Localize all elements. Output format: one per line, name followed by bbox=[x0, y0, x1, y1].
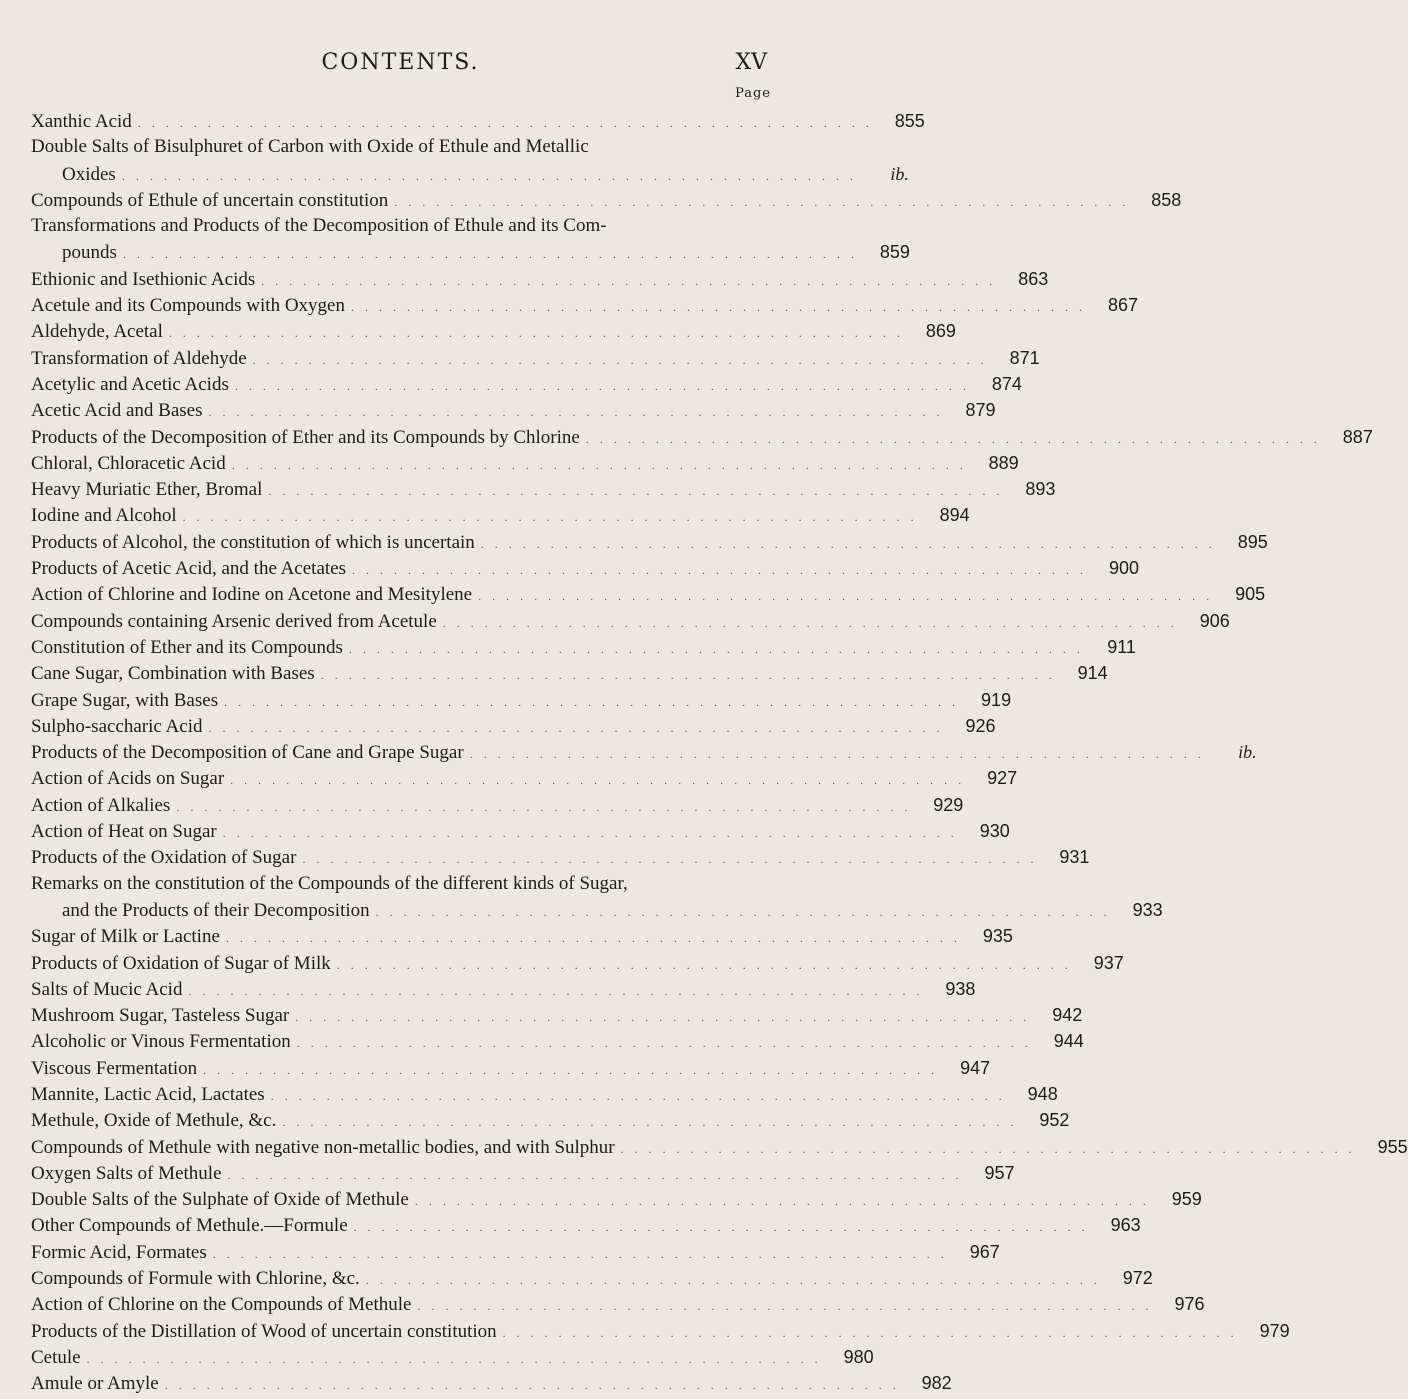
contents-entry bbox=[0, 345, 1040, 371]
entry-title: Cane Sugar, Combination with Bases bbox=[31, 663, 315, 685]
contents-entry bbox=[0, 1239, 1000, 1265]
entry-title: Products of the Distillation of Wood of uncertain constitution bbox=[31, 1320, 497, 1342]
contents-entry bbox=[0, 108, 925, 134]
dot-leader: . . . . . . . . . . . . . . . . . . . . . . . . . . . . . . . . . . . . . . . . . . . . . . . . . . . . . bbox=[261, 273, 997, 288]
entry-page-number: 926 bbox=[965, 715, 996, 736]
entry-title: and the Products of their Decomposition bbox=[62, 899, 370, 921]
page-number: XV bbox=[735, 50, 767, 75]
entry-title: Transformations and Products of the Decomposition of Ethule and its Com- bbox=[31, 215, 607, 237]
dot-leader: . . . . . . . . . . . . . . . . . . . . . . . . . . . . . . . . . . . . . . . . . . . . . . . . . . . . . bbox=[320, 668, 1056, 683]
entry-page-number: 930 bbox=[979, 821, 1010, 842]
dot-leader: . . . . . . . . . . . . . . . . . . . . . . . . . . . . . . . . . . . . . . . . . . . . . . . . . . . . . bbox=[365, 1273, 1101, 1288]
dot-leader: . . . . . . . . . . . . . . . . . . . . . . . . . . . . . . . . . . . . . . . . . . . . . . . . . . . . . bbox=[208, 720, 944, 735]
entry-title: Products of the Oxidation of Sugar bbox=[31, 847, 297, 869]
dot-leader: . . . . . . . . . . . . . . . . . . . . . . . . . . . . . . . . . . . . . . . . . . . . . . . . . . . . . bbox=[268, 484, 1004, 499]
entry-title: Compounds of Formule with Chlorine, &c. bbox=[31, 1268, 360, 1290]
entry-title: Oxides bbox=[62, 163, 116, 185]
entry-page-number: 935 bbox=[982, 926, 1013, 947]
contents-entry bbox=[0, 1212, 1141, 1238]
dot-leader: . . . . . . . . . . . . . . . . . . . . . . . . . . . . . . . . . . . . . . . . . . . . . . . . . . . . . bbox=[336, 957, 1072, 972]
entry-title: Formic Acid, Formates bbox=[31, 1241, 207, 1263]
entry-page-number: 959 bbox=[1171, 1189, 1202, 1210]
dot-leader: . . . . . . . . . . . . . . . . . . . . . . . . . . . . . . . . . . . . . . . . . . . . . . . . . . . . . bbox=[414, 1194, 1150, 1209]
entry-title: Methule, Oxide of Methule, &c. bbox=[31, 1110, 277, 1132]
contents-entry bbox=[0, 923, 1013, 949]
entry-page-number: 972 bbox=[1122, 1268, 1153, 1289]
dot-leader: . . . . . . . . . . . . . . . . . . . . . . . . . . . . . . . . . . . . . . . . . . . . . . . . . . . . . bbox=[351, 300, 1086, 315]
entry-page-number: 976 bbox=[1174, 1294, 1205, 1315]
entry-page-number: 893 bbox=[1025, 479, 1056, 500]
contents-entry bbox=[0, 1160, 1015, 1186]
dot-leader: . . . . . . . . . . . . . . . . . . . . . . . . . . . . . . . . . . . . . . . . . . . . . . . . . . . . . bbox=[224, 694, 960, 709]
entry-title: Ethionic and Isethionic Acids bbox=[31, 268, 256, 290]
entry-page-number: 948 bbox=[1027, 1083, 1058, 1104]
entry-page-number: 952 bbox=[1039, 1110, 1070, 1131]
dot-leader: . . . . . . . . . . . . . . . . . . . . . . . . . . . . . . . . . . . . . . . . . . . . . . . . . . . . . bbox=[282, 1115, 1018, 1130]
entry-title: Mannite, Lactic Acid, Lactates bbox=[31, 1083, 265, 1105]
dot-leader: . . . . . . . . . . . . . . . . . . . . . . . . . . . . . . . . . . . . . . . . . . . . . . . . . . . . . bbox=[182, 510, 918, 525]
entry-page-number: 863 bbox=[1018, 268, 1049, 289]
contents-entry bbox=[0, 371, 1022, 397]
dot-leader: . . . . . . . . . . . . . . . . . . . . . . . . . . . . . . . . . . . . . . . . . . . . . . . . . . . . . bbox=[620, 1141, 1356, 1156]
entry-title: Constitution of Ether and its Compounds bbox=[31, 636, 343, 658]
contents-entry bbox=[0, 239, 910, 265]
contents-entry bbox=[0, 765, 1018, 791]
entry-page-number: 879 bbox=[965, 400, 996, 421]
contents-entry bbox=[0, 687, 1012, 713]
dot-leader: . . . . . . . . . . . . . . . . . . . . . . . . . . . . . . . . . . . . . . . . . . . . . . . . . . . . . bbox=[164, 1378, 900, 1393]
contents-entry bbox=[0, 1265, 1153, 1291]
entry-page-number: 855 bbox=[894, 111, 925, 131]
contents-entry bbox=[0, 897, 1163, 923]
contents-entry bbox=[0, 1107, 1070, 1133]
dot-leader: . . . . . . . . . . . . . . . . . . . . . . . . . . . . . . . . . . . . . . . . . . . . . . . . . . . . . bbox=[121, 168, 857, 183]
entry-page-number: 887 bbox=[1342, 426, 1373, 447]
dot-leader: . . . . . . . . . . . . . . . . . . . . . . . . . . . . . . . . . . . . . . . . . . . . . . . . . . . . . bbox=[302, 852, 1038, 867]
contents-entry bbox=[0, 818, 1010, 844]
entry-title: Acetylic and Acetic Acids bbox=[31, 373, 229, 395]
contents-entry bbox=[0, 213, 801, 239]
entry-page-number: 944 bbox=[1053, 1031, 1084, 1052]
entry-title: Other Compounds of Methule.—Formule bbox=[31, 1215, 348, 1237]
dot-leader: . . . . . . . . . . . . . . . . . . . . . . . . . . . . . . . . . . . . . . . . . . . . . . . . . . . . . bbox=[230, 773, 966, 788]
dot-leader: . . . . . . . . . . . . . . . . . . . . . . . . . . . . . . . . . . . . . . . . . . . . . . . . . . . . . bbox=[168, 326, 904, 341]
entry-title: Double Salts of the Sulphate of Oxide of Methule bbox=[31, 1189, 409, 1211]
entry-page-number: 874 bbox=[991, 373, 1022, 394]
entry-title: Mushroom Sugar, Tasteless Sugar bbox=[31, 1005, 290, 1027]
dot-leader: . . . . . . . . . . . . . . . . . . . . . . . . . . . . . . . . . . . . . . . . . . . . . . . . . . . . . bbox=[176, 799, 912, 814]
entry-page-number: 927 bbox=[987, 768, 1018, 789]
dot-leader: . . . . . . . . . . . . . . . . . . . . . . . . . . . . . . . . . . . . . . . . . . . . . . . . . . . . . bbox=[86, 1351, 822, 1366]
entry-title: Amule or Amyle bbox=[31, 1373, 159, 1395]
entry-page-number: 980 bbox=[843, 1346, 874, 1367]
entry-title: Iodine and Alcohol bbox=[31, 505, 177, 527]
contents-entry bbox=[0, 134, 801, 160]
dot-leader: . . . . . . . . . . . . . . . . . . . . . . . . . . . . . . . . . . . . . . . . . . . . . . . . . . . . . bbox=[227, 1167, 963, 1182]
contents-entry bbox=[0, 581, 1266, 607]
contents-entry bbox=[0, 397, 996, 423]
entry-title: Acetic Acid and Bases bbox=[31, 400, 203, 422]
dot-leader: . . . . . . . . . . . . . . . . . . . . . . . . . . . . . . . . . . . . . . . . . . . . . . . . . . . . . bbox=[478, 589, 1214, 604]
dot-leader: . . . . . . . . . . . . . . . . . . . . . . . . . . . . . . . . . . . . . . . . . . . . . . . . . . . . . bbox=[417, 1299, 1153, 1314]
entry-title: Viscous Fermentation bbox=[31, 1057, 198, 1079]
dot-leader: . . . . . . . . . . . . . . . . . . . . . . . . . . . . . . . . . . . . . . . . . . . . . . . . . . . . . bbox=[442, 615, 1178, 630]
dot-leader: . . . . . . . . . . . . . . . . . . . . . . . . . . . . . . . . . . . . . . . . . . . . . . . . . . . . . bbox=[203, 1062, 939, 1077]
entry-page-number: 938 bbox=[945, 978, 976, 999]
entry-page-number: 905 bbox=[1235, 584, 1266, 605]
entry-page-number: 931 bbox=[1059, 847, 1090, 868]
contents-entry bbox=[0, 1134, 1408, 1160]
contents-entry bbox=[0, 976, 976, 1002]
entry-page-number: 869 bbox=[925, 321, 956, 342]
entry-title: Transformation of Aldehyde bbox=[31, 347, 247, 369]
entry-title: Aldehyde, Acetal bbox=[31, 321, 163, 343]
entry-title: Products of the Decomposition of Ether and its Compounds by Chlorine bbox=[31, 426, 580, 448]
dot-leader: . . . . . . . . . . . . . . . . . . . . . . . . . . . . . . . . . . . . . . . . . . . . . . . . . . . . . bbox=[480, 536, 1216, 551]
contents-entry bbox=[0, 529, 1268, 555]
contents-entry bbox=[0, 950, 1124, 976]
entry-page-number: 955 bbox=[1377, 1136, 1408, 1157]
entry-title: Xanthic Acid bbox=[31, 111, 132, 132]
entry-title: pounds bbox=[62, 242, 117, 264]
dot-leader: . . . . . . . . . . . . . . . . . . . . . . . . . . . . . . . . . . . . . . . . . . . . . . . . . . . . . bbox=[394, 194, 1130, 209]
entry-title: Action of Heat on Sugar bbox=[31, 821, 217, 843]
entry-title: Oxygen Salts of Methule bbox=[31, 1162, 222, 1184]
contents-entry bbox=[0, 476, 1056, 502]
contents-entry bbox=[0, 792, 964, 818]
entry-page-number: 914 bbox=[1077, 663, 1108, 684]
entry-page-number: 957 bbox=[984, 1162, 1015, 1183]
entry-title: Products of Alcohol, the constitution of which is uncertain bbox=[31, 531, 475, 553]
dot-leader: . . . . . . . . . . . . . . . . . . . . . . . . . . . . . . . . . . . . . . . . . . . . . . . . . . . . . bbox=[375, 904, 1111, 919]
entry-page-number: 894 bbox=[939, 505, 970, 526]
dot-leader: . . . . . . . . . . . . . . . . . . . . . . . . . . . . . . . . . . . . . . . . . . . . . . . . . . . . . bbox=[122, 247, 858, 262]
contents-entry bbox=[0, 660, 1108, 686]
entry-title: Alcoholic or Vinous Fermentation bbox=[31, 1031, 291, 1053]
entry-page-number: 967 bbox=[969, 1241, 1000, 1262]
contents-entry bbox=[0, 424, 1373, 450]
entry-title: Compounds of Methule with negative non-metallic bodies, and with Sulphur bbox=[31, 1136, 615, 1158]
entry-title: Heavy Muriatic Ether, Bromal bbox=[31, 479, 263, 501]
entry-title: Products of Oxidation of Sugar of Milk bbox=[31, 952, 331, 974]
dot-leader: . . . . . . . . . . . . . . . . . . . . . . . . . . . . . . . . . . . . . . . . . . . . . . . . . . . . . bbox=[188, 983, 924, 998]
entry-page-number: 979 bbox=[1259, 1320, 1290, 1341]
entry-page-number: 895 bbox=[1237, 531, 1268, 552]
contents-entry bbox=[0, 634, 1136, 660]
contents-entry bbox=[0, 739, 1257, 765]
page-column-label: Page bbox=[735, 86, 771, 101]
entry-title: Acetule and its Compounds with Oxygen bbox=[31, 295, 345, 317]
entry-page-number: 937 bbox=[1093, 952, 1124, 973]
entry-title: Compounds containing Arsenic derived from Acetule bbox=[31, 610, 437, 632]
contents-entry bbox=[0, 871, 801, 897]
dot-leader: . . . . . . . . . . . . . . . . . . . . . . . . . . . . . . . . . . . . . . . . . . . . . . . . . . . . . bbox=[296, 1036, 1032, 1051]
dot-leader: . . . . . . . . . . . . . . . . . . . . . . . . . . . . . . . . . . . . . . . . . . . . . . . . . . . . . bbox=[212, 1246, 948, 1261]
entry-page-number: 942 bbox=[1052, 1005, 1083, 1026]
dot-leader: . . . . . . . . . . . . . . . . . . . . . . . . . . . . . . . . . . . . . . . . . . . . . . . . . . . . . bbox=[208, 405, 944, 420]
dot-leader: . . . . . . . . . . . . . . . . . . . . . . . . . . . . . . . . . . . . . . . . . . . . . . . . . . . . . bbox=[231, 457, 967, 472]
entry-title: Sulpho-saccharic Acid bbox=[31, 715, 203, 737]
entry-title: Remarks on the constitution of the Compounds of the different kinds of Sugar, bbox=[31, 872, 628, 894]
dot-leader: . . . . . . . . . . . . . . . . . . . . . . . . . . . . . . . . . . . . . . . . . . . . . . . . . . . . . bbox=[353, 1220, 1089, 1235]
contents-entry bbox=[0, 1028, 1084, 1054]
contents-entry bbox=[0, 1081, 1058, 1107]
entry-page-number: 929 bbox=[933, 794, 964, 815]
contents-entry bbox=[0, 292, 1138, 318]
contents-entry bbox=[0, 318, 956, 344]
contents-entry bbox=[0, 1291, 1205, 1317]
entry-title: Sugar of Milk or Lactine bbox=[31, 926, 220, 948]
contents-entry bbox=[0, 608, 1230, 634]
contents-entry bbox=[0, 1318, 1290, 1344]
contents-entry bbox=[0, 1370, 952, 1396]
entry-title: Products of the Decomposition of Cane and Grape Sugar bbox=[31, 742, 464, 764]
entry-page-number: 900 bbox=[1108, 558, 1139, 579]
entry-page-number: 963 bbox=[1110, 1215, 1141, 1236]
entry-page-number: 947 bbox=[960, 1057, 991, 1078]
dot-leader: . . . . . . . . . . . . . . . . . . . . . . . . . . . . . . . . . . . . . . . . . . . . . . . . . . . . . bbox=[585, 431, 1321, 446]
entry-page-number: 889 bbox=[988, 452, 1019, 473]
contents-entry bbox=[0, 450, 1019, 476]
contents-entry bbox=[0, 844, 1090, 870]
entry-page-number: ib. bbox=[890, 163, 909, 184]
dot-leader: . . . . . . . . . . . . . . . . . . . . . . . . . . . . . . . . . . . . . . . . . . . . . . . . . . . . . bbox=[469, 747, 1205, 762]
dot-leader: . . . . . . . . . . . . . . . . . . . . . . . . . . . . . . . . . . . . . . . . . . . . . . . . . . . . . bbox=[270, 1088, 1006, 1103]
entry-title: Action of Chlorine on the Compounds of Methule bbox=[31, 1294, 412, 1316]
entry-title: Salts of Mucic Acid bbox=[31, 978, 183, 1000]
entry-title: Action of Alkalies bbox=[31, 794, 171, 816]
contents-entry bbox=[0, 502, 970, 528]
contents-entry bbox=[0, 555, 1139, 581]
dot-leader: . . . . . . . . . . . . . . . . . . . . . . . . . . . . . . . . . . . . . . . . . . . . . . . . . . . . . bbox=[352, 563, 1087, 578]
entry-title: Grape Sugar, with Bases bbox=[31, 689, 219, 711]
entry-page-number: ib. bbox=[1238, 742, 1257, 763]
entry-title: Double Salts of Bisulphuret of Carbon with Oxide of Ethule and Metallic bbox=[31, 136, 589, 158]
dot-leader: . . . . . . . . . . . . . . . . . . . . . . . . . . . . . . . . . . . . . . . . . . . . . . . . . . . . . bbox=[234, 378, 970, 393]
entry-title: Products of Acetic Acid, and the Acetates bbox=[31, 558, 346, 580]
entry-title: Compounds of Ethule of uncertain constitution bbox=[31, 189, 389, 211]
contents-entry bbox=[0, 161, 909, 187]
dot-leader: . . . . . . . . . . . . . . . . . . . . . . . . . . . . . . . . . . . . . . . . . . . . . . . . . . . . . bbox=[222, 826, 958, 841]
dot-leader: . . . . . . . . . . . . . . . . . . . . . . . . . . . . . . . . . . . . . . . . . . . . . . . . . . . . . bbox=[225, 931, 961, 946]
contents-entry bbox=[0, 266, 1049, 292]
entry-title: Cetule bbox=[31, 1346, 81, 1368]
contents-list bbox=[0, 108, 1408, 1397]
contents-entry bbox=[0, 1055, 991, 1081]
entry-page-number: 859 bbox=[879, 242, 910, 263]
entry-page-number: 867 bbox=[1107, 295, 1138, 316]
dot-leader: . . . . . . . . . . . . . . . . . . . . . . . . . . . . . . . . . . . . . . . . . . . . . . . . . . . . . bbox=[502, 1325, 1238, 1340]
contents-entry bbox=[0, 1186, 1202, 1212]
contents-entry bbox=[0, 1002, 1083, 1028]
entry-title: Action of Acids on Sugar bbox=[31, 768, 225, 790]
entry-title: Action of Chlorine and Iodine on Acetone and Mesitylene bbox=[31, 584, 473, 606]
entry-page-number: 933 bbox=[1132, 899, 1163, 920]
entry-page-number: 858 bbox=[1151, 189, 1182, 210]
dot-leader: . . . . . . . . . . . . . . . . . . . . . . . . . . . . . . . . . . . . . . . . . . . . . . . . . . . . . bbox=[252, 352, 988, 367]
dot-leader: . . . . . . . . . . . . . . . . . . . . . . . . . . . . . . . . . . . . . . . . . . . . . . . . . . . . . bbox=[348, 641, 1084, 656]
entry-page-number: 911 bbox=[1107, 636, 1136, 657]
entry-page-number: 871 bbox=[1009, 347, 1040, 368]
entry-page-number: 919 bbox=[981, 689, 1012, 710]
entry-page-number: 906 bbox=[1199, 610, 1230, 631]
contents-entry bbox=[0, 713, 996, 739]
dot-leader: . . . . . . . . . . . . . . . . . . . . . . . . . . . . . . . . . . . . . . . . . . . . . . . . . . . . . bbox=[295, 1010, 1031, 1025]
dot-leader: . . . . . . . . . . . . . . . . . . . . . . . . . . . . . . . . . . . . . . . . . . . . . . . . . . . . . bbox=[137, 116, 873, 130]
entry-title: Chloral, Chloracetic Acid bbox=[31, 452, 226, 474]
contents-entry bbox=[0, 187, 1182, 213]
page-title: CONTENTS. bbox=[321, 50, 480, 75]
entry-page-number: 982 bbox=[921, 1373, 952, 1394]
contents-entry bbox=[0, 1344, 874, 1370]
